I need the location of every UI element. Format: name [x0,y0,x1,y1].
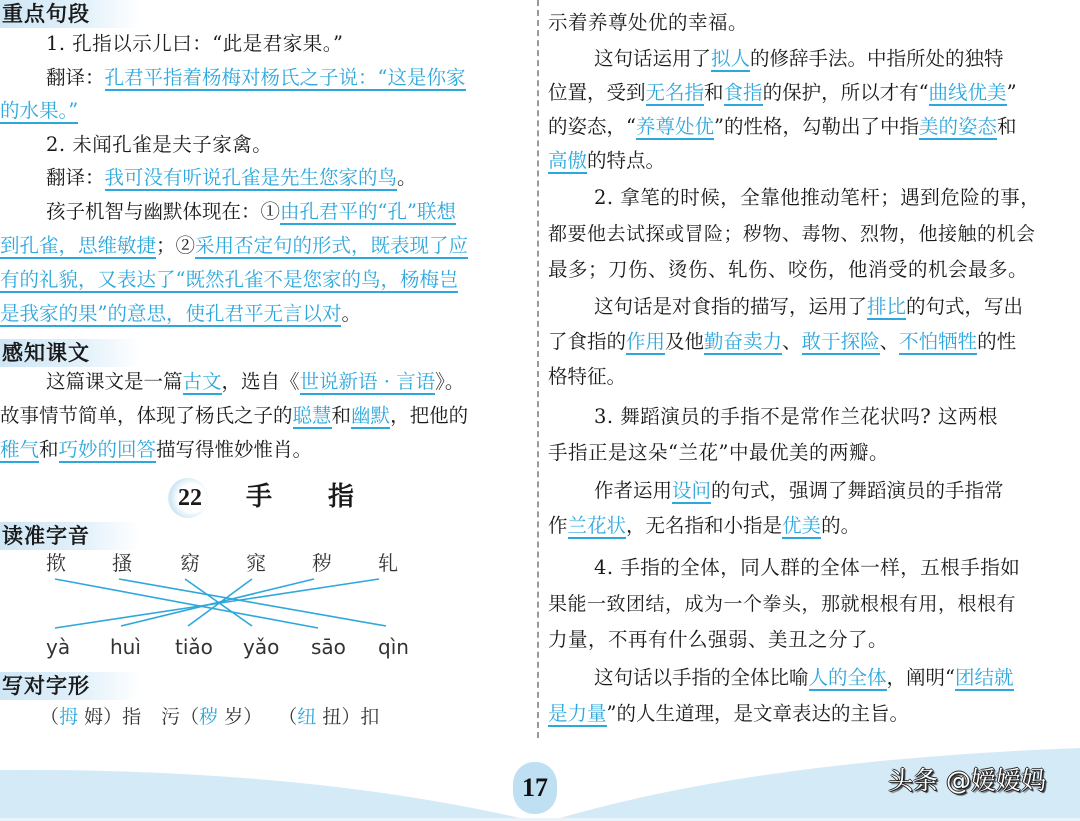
answer-wit-2-cont: 有的礼貌，又表达了“既然孔雀不是您家的鸟，杨梅岂 [0,268,459,291]
analysis-1-line4: 高傲的特点。 [548,149,666,172]
analysis-2-line2: 了食指的作用及他勤奋卖力、敢于探险、不怕牺牲的性 [548,330,1017,353]
answer-proud: 高傲 [548,149,588,172]
lesson-title-char2: 指 [328,482,355,512]
quote-3-line1: 3. 舞蹈演员的手指不是常作兰花状吗? 这两根 [594,405,998,428]
quote-4-line2: 果能一致团结，成为一个拳头，那就根根有用，根根有 [548,593,1017,615]
answer-adventurous: 敢于探险 [801,330,880,353]
answer-translation-2: 我可没有听说孔雀是先生您家的鸟 [104,166,398,189]
answer-translation-1-cont: 的水果。” [0,99,79,122]
quote-4-line3: 力量，不再有什么强弱、美丑之分了。 [548,628,889,651]
quote-2-line3: 最多；刀伤、烫伤、轧伤、咬伤，他消受的机会最多。 [548,258,1029,281]
answer-orchid-shape: 兰花状 [567,514,627,537]
analysis-1-line1: 这句话运用了拟人的修辞手法。中指所处的独特 [594,47,1004,70]
section-heading-perceive-text: 感知课文 [0,339,140,367]
translation-1-line2 [0,96,78,126]
pinyin-1: yà [46,635,71,659]
lesson-title-char1: 手 [246,482,273,512]
answer-wit-2: 采用否定句的形式，既表现了应 [195,234,469,257]
answer-source: 世说新语 · 言语 [299,370,436,393]
answer-function: 作用 [626,330,666,353]
page-footer [0,740,1080,821]
answer-personification: 拟人 [711,47,751,70]
analysis-2-line3: 格特征。 [548,365,627,388]
perceive-line1: 这篇课文是一篇古文，选自《世说新语 · 言语》。 [46,370,465,393]
answer-wit-2-end: 是我家的果”的意思，使孔君平无言以对 [0,302,342,325]
wit-line4: 是我家的果”的意思，使孔君平无言以对。 [0,302,361,325]
watermark: 头条 @嫒嫒妈 [888,766,1046,795]
analysis-4-line1: 这句话以手指的全体比喻人的全体，阐明“团结就 [594,666,1014,689]
hanzi-2: 搔 [112,551,132,575]
key-sentence-1: 1. 孔指以示儿曰：“此是君家果。” [46,32,344,55]
quote-1-end: 示着养尊处优的幸福。 [548,11,749,34]
analysis-1-line3: 的姿态，“养尊处优”的性格，勾勒出了中指美的姿态和 [548,115,1017,138]
pinyin-2: huì [110,635,141,659]
quote-4-line1: 4. 手指的全体，同人群的全体一样，五根手指如 [594,556,1021,579]
wit-line1: 孩子机智与幽默体现在：①由孔君平的“孔”联想 [46,200,456,223]
answer-unity-strength-cont: 是力量 [548,702,607,725]
analysis-3-line2: 作兰花状，无名指和小指是优美的。 [548,514,861,537]
analysis-2-line1: 这句话是对食指的描写，运用了排比的句式，写出 [594,295,1024,318]
answer-selfless: 不怕牺牲 [899,330,978,353]
page-number: 17 [522,773,548,802]
quote-3-line2: 手指正是这朵“兰花”中最优美的两瓣。 [548,441,889,464]
hanzi-1: 揿 [46,551,66,575]
choice-group-1: （拇 姆）指 [40,706,142,728]
quote-2-line2: 都要他去试探或冒险；秽物、毒物、烈物，他接触的机会 [548,223,1036,245]
lesson-number: 22 [178,485,202,511]
answer-humor: 幽默 [351,404,391,427]
matching-lines [0,572,420,632]
answer-beautiful-posture: 美的姿态 [918,115,997,138]
answer-graceful-curve: 曲线优美 [928,81,1007,104]
section-heading-pronunciation: 读准字音 [0,522,140,550]
answer-clever-reply: 巧妙的回答 [58,438,157,461]
hanzi-6: 轧 [378,551,398,575]
answer-clever: 聪慧 [292,404,332,427]
analysis-1-line2: 位置，受到无名指和食指的保护，所以才有“曲线优美” [548,81,1017,104]
answer-childish: 稚气 [0,438,40,461]
hanzi-5: 秽 [312,551,332,575]
section-heading-write-characters: 写对字形 [0,672,140,700]
answer-graceful: 优美 [782,514,822,537]
answer-whole-people: 人的全体 [808,666,887,689]
wit-line3 [0,265,458,295]
choice-group-2: 污（秽 岁） [161,706,263,728]
answer-rhetorical-question: 设问 [672,479,712,502]
key-sentence-2: 2. 未闻孔雀是夫子家禽。 [46,133,273,156]
lesson-title [168,478,368,518]
answer-diligent: 勤奋卖力 [704,330,783,353]
answer-wit-1-cont: 到孔雀，思维敏捷 [0,234,157,257]
answer-index-finger: 食指 [723,81,763,104]
choice-3-correct: 纽 [297,706,317,728]
choice-1-correct: 拇 [59,706,79,728]
pinyin-3: tiǎo [175,635,213,659]
perceive-line2: 故事情节简单，体现了杨氏之子的聪慧和幽默，把他的 [0,404,469,427]
hanzi-3: 窈 [180,551,200,575]
answer-unity-strength: 团结就 [955,666,1014,689]
character-choice-row [40,702,379,732]
pinyin-row [0,632,520,662]
hanzi-4: 窕 [246,551,266,575]
section-heading-key-passages: 重点句段 [0,0,140,28]
answer-parallelism: 排比 [867,295,907,318]
analysis-3-line1: 作者运用设问的句式，强调了舞蹈演员的手指常 [594,479,1004,502]
choice-2-correct: 秽 [199,706,219,728]
answer-wit-1: 由孔君平的“孔”联想 [280,200,456,223]
answer-ring-finger: 无名指 [645,81,705,104]
answer-pampered: 养尊处优 [635,115,714,138]
translation-1-line1: 翻译：孔君平指着杨梅对杨氏之子说：“这是你家 [46,66,466,89]
pinyin-4: yǎo [243,635,280,659]
answer-translation-1: 孔君平指着杨梅对杨氏之子说：“这是你家 [104,66,466,89]
perceive-line3: 稚气和巧妙的回答描写得惟妙惟肖。 [0,438,313,461]
choice-group-3: （纽 扭）扣 [278,706,380,728]
quote-2-line1: 2. 拿笔的时候，全靠他推动笔杆；遇到危险的事， [594,186,1041,209]
pinyin-6: qìn [378,635,409,659]
wit-line2: 到孔雀，思维敏捷；②采用否定句的形式，既表现了应 [0,234,469,257]
column-divider [537,0,539,738]
pinyin-5: sāo [311,635,346,659]
answer-genre: 古文 [182,370,222,393]
translation-2: 翻译：我可没有听说孔雀是先生您家的鸟。 [46,166,417,189]
analysis-4-line2: 是力量”的人生道理，是文章表达的主旨。 [548,702,909,725]
